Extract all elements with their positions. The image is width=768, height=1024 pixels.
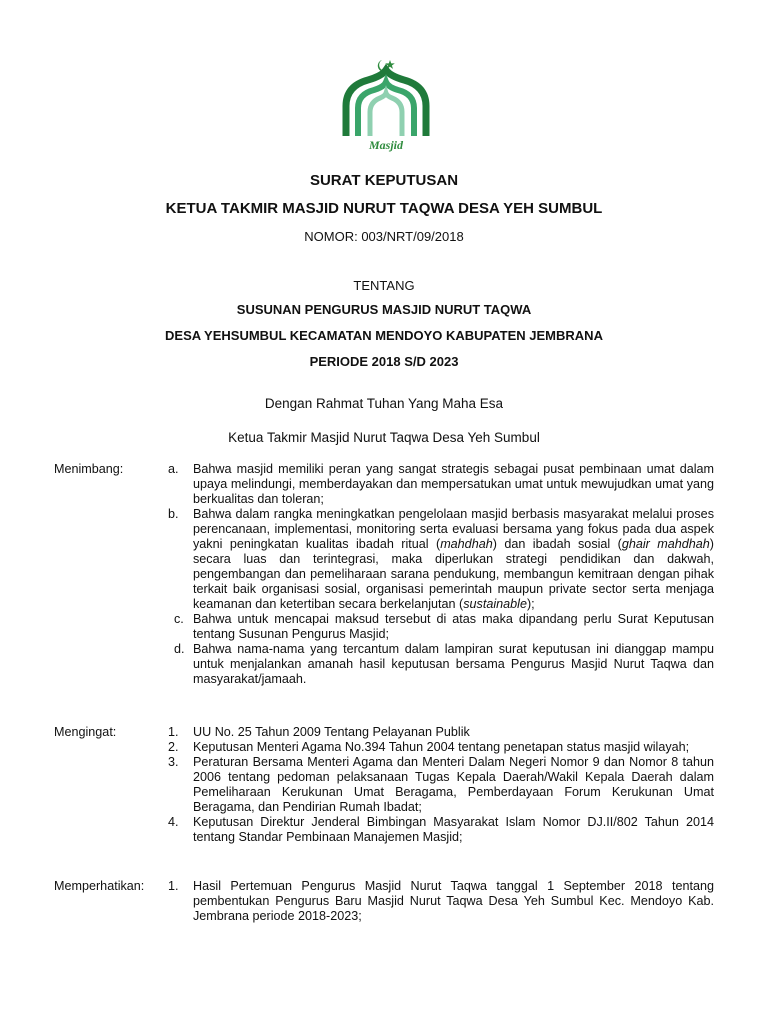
list-item: [168, 725, 714, 740]
item-text: Bahwa nama-nama yang tercantum dalam lampiran surat keputusan ini dianggap mampu untuk menjalankan amanah hasil keputusan bersama Pengurus Masjid Nurut Taqwa dan masyarakat/jamaah.: [193, 642, 714, 686]
list-item: [168, 462, 714, 507]
list-item: [168, 755, 714, 815]
item-text: Keputusan Menteri Agama No.394 Tahun 2004 tentang penetapan status masjid wilayah;: [193, 740, 690, 754]
item-marker: c.: [174, 612, 184, 626]
list-item: [168, 879, 714, 924]
greeting: Dengan Rahmat Tuhan Yang Maha Esa: [264, 396, 504, 411]
topic-line-2: DESA YEHSUMBUL KECAMATAN MENDOYO KABUPATEN JEMBRANA: [165, 328, 603, 343]
item-marker: 4.: [168, 815, 179, 829]
item-marker: b.: [168, 507, 179, 521]
topic-line-3: PERIODE 2018 S/D 2023: [309, 354, 459, 369]
document-subtitle: KETUA TAKMIR MASJID NURUT TAQWA DESA YEH SUMBUL: [165, 200, 603, 217]
item-text: Bahwa masjid memiliki peran yang sangat strategis sebagai pusat pembinaan umat dalam upaya melindungi, memberdayakan dan mempersatukan umat untuk mewujudkan umat yang berkualitas dan toleran;: [193, 462, 714, 506]
item-text: Peraturan Bersama Menteri Agama dan Menteri Dalam Negeri Nomor 9 dan Nomor 8 tahun 2006 tentang pedoman pelaksanaan Tugas Kepala Daerah/Wakil Kepala Daerah dalam Pemeliharaan Kerukunan Umat Beragama, Pemberdayaan Forum Kerukunan Umat Beragama, dan Pendirian Rumah Ibadat;: [193, 755, 714, 814]
section-label: Mengingat:: [54, 725, 117, 739]
item-text: Bahwa dalam rangka meningkatkan pengelolaan masjid berbasis masyarakat melalui proses perencanaan, implementasi, monitoring serta evaluasi bersama yang fokus pada dua aspek yakni peningkatan kualitas ibadah ritual (mahdhah) dan ibadah sosial (ghair mahdhah) secara luas dan terintegrasi, maka diperlukan strategi pendidikan dan dakwah, pengembangan dan pemeliharaan sarana pendukung, membangun kemitraan dengan pihak terkait baik organisasi sosial, organisasi pemerintah maupun private sector serta menjaga keamanan dan ketertiban secara berkelanjutan (sustainable);: [193, 507, 714, 611]
item-text: Keputusan Direktur Jenderal Bimbingan Masyarakat Islam Nomor DJ.II/802 Tahun 2014 tentang Standar Pembinaan Manajemen Masjid;: [193, 815, 714, 844]
list-item: [168, 740, 714, 755]
item-text: Hasil Pertemuan Pengurus Masjid Nurut Taqwa tanggal 1 September 2018 tentang pembentukan Pengurus Baru Masjid Nurut Taqwa Desa Yeh Sumbul Kec. Mendoyo Kab. Jembrana periode 2018-2023;: [193, 879, 714, 923]
italic-term: mahdhah: [440, 537, 493, 551]
list-item: [168, 815, 714, 845]
document-title: SURAT KEPUTUSAN: [309, 172, 459, 189]
item-marker: 2.: [168, 740, 179, 754]
document-number: NOMOR: 003/NRT/09/2018: [304, 229, 464, 244]
item-marker: 1.: [168, 879, 179, 893]
item-marker: a.: [168, 462, 179, 476]
item-text: Bahwa untuk mencapai maksud tersebut di atas maka dipandang perlu Surat Keputusan tentang Susunan Pengurus Masjid;: [193, 612, 714, 641]
masjid-logo: [338, 56, 434, 160]
logo-caption: Masjid: [368, 138, 403, 152]
tentang-heading: TENTANG: [353, 278, 415, 293]
item-marker: 3.: [168, 755, 179, 769]
section-label: Memperhatikan:: [54, 879, 145, 893]
list-item: [168, 612, 714, 642]
item-marker: 1.: [168, 725, 179, 739]
item-marker: d.: [174, 642, 185, 656]
item-text: UU No. 25 Tahun 2009 Tentang Pelayanan Publik: [193, 725, 470, 739]
topic-line-1: SUSUNAN PENGURUS MASJID NURUT TAQWA: [236, 302, 532, 317]
issuer-line: Ketua Takmir Masjid Nurut Taqwa Desa Yeh Sumbul: [228, 430, 540, 445]
list-item: [168, 642, 714, 687]
italic-term: sustainable: [463, 597, 527, 611]
italic-term: ghair mahdhah: [621, 537, 710, 551]
section-label: Menimbang:: [54, 462, 124, 476]
list-item: [168, 507, 714, 612]
